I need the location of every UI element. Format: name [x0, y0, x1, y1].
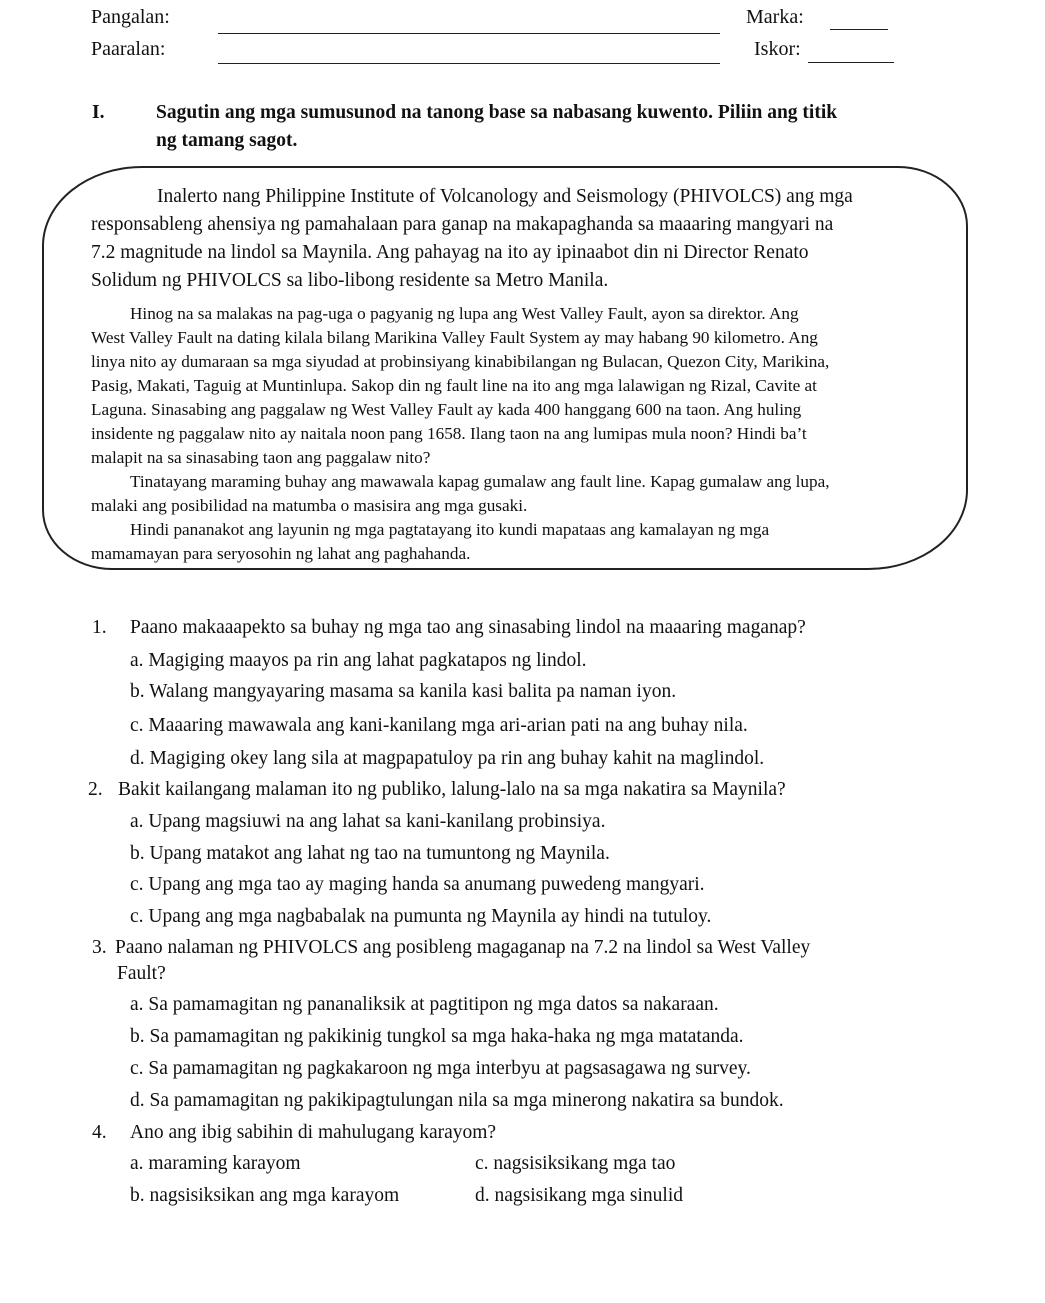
passage-line: Hinog na sa malakas na pag-uga o pagyanig ng lupa ang West Valley Fault, ayon sa direktor. Ang	[130, 304, 799, 323]
answer-choice[interactable]: c. Upang ang mga tao ay maging handa sa anumang puwedeng mangyari.	[130, 874, 705, 895]
question-text-continued: Fault?	[117, 963, 166, 984]
passage-line: Pasig, Makati, Taguig at Muntinlupa. Sakop din ng fault line na ito ang mga lalawigan ng Rizal, Cavite at	[91, 376, 817, 395]
section-numeral: I.	[92, 102, 105, 123]
answer-choice[interactable]: d. nagsisikang mga sinulid	[475, 1185, 683, 1206]
passage-line: mamamayan para seryosohin ng lahat ang paghahanda.	[91, 544, 471, 563]
answer-choice[interactable]: c. nagsisiksikang mga tao	[475, 1153, 676, 1174]
school-blank-line[interactable]	[218, 63, 720, 64]
question-text: Paano nalaman ng PHIVOLCS ang posibleng magaganap na 7.2 na lindol sa West Valley	[115, 937, 811, 958]
passage-line: Solidum ng PHIVOLCS sa libo-libong residente sa Metro Manila.	[91, 270, 609, 291]
question-number: 3.	[92, 937, 107, 958]
grade-blank-line[interactable]	[830, 29, 888, 30]
answer-choice[interactable]: a. maraming karayom	[130, 1153, 301, 1174]
passage-line: 7.2 magnitude na lindol sa Maynila. Ang pahayag na ito ay ipinaabot din ni Director Renato	[91, 242, 809, 263]
answer-choice[interactable]: c. Sa pamamagitan ng pagkakaroon ng mga interbyu at pagsasagawa ng survey.	[130, 1058, 751, 1079]
name-blank-line[interactable]	[218, 33, 720, 34]
answer-choice[interactable]: d. Sa pamamagitan ng pakikipagtulungan nila sa mga minerong nakatira sa bundok.	[130, 1090, 784, 1111]
passage-line: linya nito ay dumaraan sa mga siyudad at probinsiyang kinabibilangan ng Bulacan, Quezon City, Marikina,	[91, 352, 830, 371]
passage-line: Inalerto nang Philippine Institute of Volcanology and Seismology (PHIVOLCS) ang mga	[157, 186, 853, 207]
score-blank-line[interactable]	[808, 62, 894, 63]
passage-line: Hindi pananakot ang layunin ng mga pagtatayang ito kundi mapataas ang kamalayan ng mga	[130, 520, 770, 539]
answer-choice[interactable]: c. Maaaring mawawala ang kani-kanilang mga ari-arian pati na ang buhay nila.	[130, 715, 748, 736]
score-label: Iskor:	[754, 38, 801, 60]
section-instruction-line2: ng tamang sagot.	[156, 130, 298, 151]
school-label: Paaralan:	[91, 38, 166, 60]
passage-line: Tinatayang maraming buhay ang mawawala kapag gumalaw ang fault line. Kapag gumalaw ang lupa,	[130, 472, 830, 491]
answer-choice[interactable]: d. Magiging okey lang sila at magpapatuloy pa rin ang buhay kahit na maglindol.	[130, 748, 765, 769]
question-number: 1.	[92, 617, 107, 638]
question-text: Paano makaaapekto sa buhay ng mga tao ang sinasabing lindol na maaaring maganap?	[130, 617, 806, 638]
answer-choice[interactable]: b. nagsisiksikan ang mga karayom	[130, 1185, 400, 1206]
answer-choice[interactable]: c. Upang ang mga nagbabalak na pumunta ng Maynila ay hindi na tutuloy.	[130, 906, 712, 927]
answer-choice[interactable]: a. Sa pamamagitan ng pananaliksik at pagtitipon ng mga datos sa nakaraan.	[130, 994, 719, 1015]
name-label: Pangalan:	[91, 6, 170, 28]
answer-choice[interactable]: b. Sa pamamagitan ng pakikinig tungkol sa mga haka-haka ng mga matatanda.	[130, 1026, 744, 1047]
passage-line: responsableng ahensiya ng pamahalaan para ganap na makapaghanda sa maaaring mangyari na	[91, 214, 834, 235]
answer-choice[interactable]: a. Upang magsiuwi na ang lahat sa kani-kanilang probinsiya.	[130, 811, 606, 832]
answer-choice[interactable]: b. Upang matakot ang lahat ng tao na tumuntong ng Maynila.	[130, 843, 610, 864]
question-text: Ano ang ibig sabihin di mahulugang karayom?	[130, 1122, 497, 1143]
passage-line: malapit na sa sinasabing taon ang paggalaw nito?	[91, 448, 431, 467]
question-number: 4.	[92, 1122, 107, 1143]
question-text: Bakit kailangang malaman ito ng publiko, lalung-lalo na sa mga nakatira sa Maynila?	[118, 779, 786, 800]
passage-line: West Valley Fault na dating kilala bilang Marikina Valley Fault System ay may habang 90 kilometro. Ang	[91, 328, 818, 347]
passage-line: Laguna. Sinasabing ang paggalaw ng West Valley Fault ay kada 400 hanggang 600 na taon. Ang huling	[91, 400, 802, 419]
section-instruction-line1: Sagutin ang mga sumusunod na tanong base sa nabasang kuwento. Piliin ang titik	[156, 102, 838, 123]
answer-choice[interactable]: a. Magiging maayos pa rin ang lahat pagkatapos ng lindol.	[130, 650, 587, 671]
passage-line: insidente ng paggalaw nito ay naitala noon pang 1658. Ilang taon na ang lumipas mula noon? Hindi ba’t	[91, 424, 807, 443]
grade-label: Marka:	[746, 6, 804, 28]
answer-choice[interactable]: b. Walang mangyayaring masama sa kanila kasi balita pa naman iyon.	[130, 681, 677, 702]
passage-line: malaki ang posibilidad na matumba o masisira ang mga gusaki.	[91, 496, 528, 515]
question-number: 2.	[88, 779, 103, 800]
